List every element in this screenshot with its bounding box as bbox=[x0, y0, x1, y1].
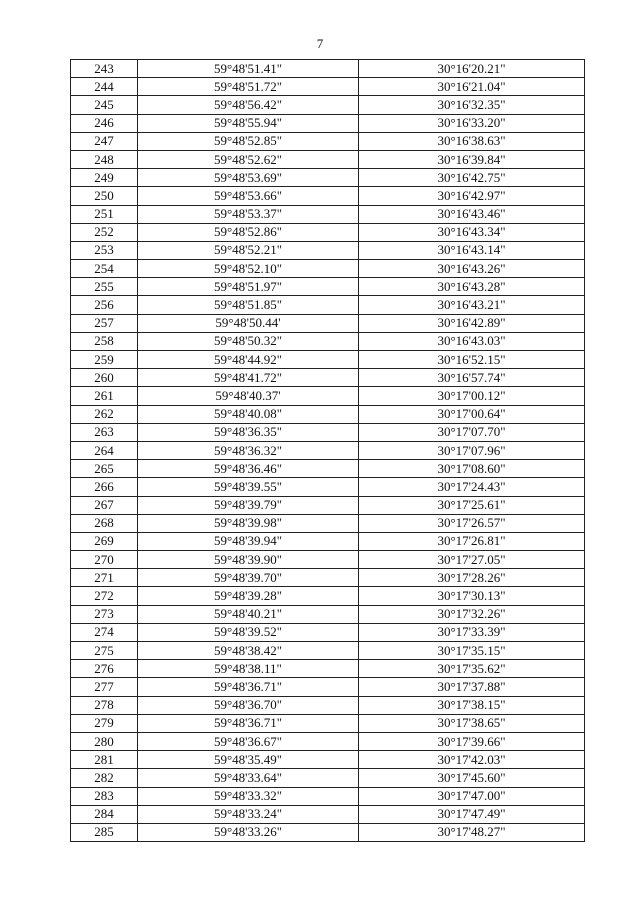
longitude-cell: 30°17'00.64" bbox=[359, 405, 585, 423]
latitude-cell: 59°48'51.72" bbox=[138, 78, 359, 96]
latitude-cell: 59°48'39.70" bbox=[138, 569, 359, 587]
latitude-cell: 59°48'53.69" bbox=[138, 169, 359, 187]
table-row bbox=[71, 441, 585, 459]
latitude-cell: 59°48'41.72" bbox=[138, 369, 359, 387]
latitude-cell: 59°48'52.86" bbox=[138, 223, 359, 241]
table-row bbox=[71, 241, 585, 259]
latitude-cell: 59°48'36.46" bbox=[138, 460, 359, 478]
point-number-cell: 285 bbox=[71, 823, 138, 841]
point-number-cell: 265 bbox=[71, 460, 138, 478]
longitude-cell: 30°16'33.20" bbox=[359, 114, 585, 132]
point-number-cell: 271 bbox=[71, 569, 138, 587]
longitude-cell: 30°17'48.27" bbox=[359, 823, 585, 841]
longitude-cell: 30°17'32.26" bbox=[359, 605, 585, 623]
table-row bbox=[71, 514, 585, 532]
latitude-cell: 59°48'36.70" bbox=[138, 696, 359, 714]
table-row bbox=[71, 678, 585, 696]
latitude-cell: 59°48'39.52" bbox=[138, 623, 359, 641]
point-number-cell: 266 bbox=[71, 478, 138, 496]
longitude-cell: 30°16'43.21" bbox=[359, 296, 585, 314]
point-number-cell: 257 bbox=[71, 314, 138, 332]
table-row bbox=[71, 96, 585, 114]
latitude-cell: 59°48'50.44' bbox=[138, 314, 359, 332]
latitude-cell: 59°48'33.24" bbox=[138, 805, 359, 823]
table-row bbox=[71, 387, 585, 405]
latitude-cell: 59°48'36.71" bbox=[138, 678, 359, 696]
latitude-cell: 59°48'52.21" bbox=[138, 241, 359, 259]
longitude-cell: 30°16'43.14" bbox=[359, 241, 585, 259]
table-row bbox=[71, 496, 585, 514]
page-number: 7 bbox=[316, 36, 324, 51]
longitude-cell: 30°16'42.89" bbox=[359, 314, 585, 332]
point-number-cell: 260 bbox=[71, 369, 138, 387]
point-number-cell: 252 bbox=[71, 223, 138, 241]
longitude-cell: 30°17'47.49" bbox=[359, 805, 585, 823]
point-number-cell: 276 bbox=[71, 660, 138, 678]
latitude-cell: 59°48'35.49" bbox=[138, 751, 359, 769]
table-row bbox=[71, 769, 585, 787]
point-number-cell: 262 bbox=[71, 405, 138, 423]
table-row bbox=[71, 478, 585, 496]
table-row bbox=[71, 150, 585, 168]
point-number-cell: 261 bbox=[71, 387, 138, 405]
table-row bbox=[71, 551, 585, 569]
point-number-cell: 272 bbox=[71, 587, 138, 605]
longitude-cell: 30°16'21.04" bbox=[359, 78, 585, 96]
longitude-cell: 30°16'39.84" bbox=[359, 150, 585, 168]
table-row bbox=[71, 296, 585, 314]
latitude-cell: 59°48'51.85" bbox=[138, 296, 359, 314]
longitude-cell: 30°16'20.21" bbox=[359, 60, 585, 78]
longitude-cell: 30°17'47.00" bbox=[359, 787, 585, 805]
longitude-cell: 30°17'28.26" bbox=[359, 569, 585, 587]
point-number-cell: 258 bbox=[71, 332, 138, 350]
longitude-cell: 30°17'45.60" bbox=[359, 769, 585, 787]
longitude-cell: 30°17'42.03" bbox=[359, 751, 585, 769]
point-number-cell: 264 bbox=[71, 441, 138, 459]
table-row bbox=[71, 314, 585, 332]
table-row bbox=[71, 532, 585, 550]
table-row bbox=[71, 223, 585, 241]
longitude-cell: 30°17'30.13" bbox=[359, 587, 585, 605]
latitude-cell: 59°48'39.79" bbox=[138, 496, 359, 514]
longitude-cell: 30°17'08.60" bbox=[359, 460, 585, 478]
latitude-cell: 59°48'50.32" bbox=[138, 332, 359, 350]
table-row bbox=[71, 278, 585, 296]
point-number-cell: 246 bbox=[71, 114, 138, 132]
point-number-cell: 248 bbox=[71, 150, 138, 168]
longitude-cell: 30°17'33.39" bbox=[359, 623, 585, 641]
table-row bbox=[71, 405, 585, 423]
longitude-cell: 30°16'43.46" bbox=[359, 205, 585, 223]
table-row bbox=[71, 805, 585, 823]
table-row bbox=[71, 787, 585, 805]
table-row bbox=[71, 642, 585, 660]
longitude-cell: 30°16'57.74" bbox=[359, 369, 585, 387]
latitude-cell: 59°48'51.41" bbox=[138, 60, 359, 78]
longitude-cell: 30°17'35.15" bbox=[359, 642, 585, 660]
longitude-cell: 30°16'43.03" bbox=[359, 332, 585, 350]
table-row bbox=[71, 369, 585, 387]
longitude-cell: 30°17'07.96" bbox=[359, 441, 585, 459]
point-number-cell: 277 bbox=[71, 678, 138, 696]
point-number-cell: 250 bbox=[71, 187, 138, 205]
point-number-cell: 244 bbox=[71, 78, 138, 96]
table-row bbox=[71, 169, 585, 187]
latitude-cell: 59°48'39.94" bbox=[138, 532, 359, 550]
latitude-cell: 59°48'38.42" bbox=[138, 642, 359, 660]
point-number-cell: 247 bbox=[71, 132, 138, 150]
longitude-cell: 30°17'24.43" bbox=[359, 478, 585, 496]
latitude-cell: 59°48'40.37' bbox=[138, 387, 359, 405]
table-row bbox=[71, 351, 585, 369]
latitude-cell: 59°48'52.10" bbox=[138, 260, 359, 278]
point-number-cell: 281 bbox=[71, 751, 138, 769]
longitude-cell: 30°17'00.12" bbox=[359, 387, 585, 405]
point-number-cell: 284 bbox=[71, 805, 138, 823]
longitude-cell: 30°16'38.63" bbox=[359, 132, 585, 150]
point-number-cell: 268 bbox=[71, 514, 138, 532]
latitude-cell: 59°48'39.98" bbox=[138, 514, 359, 532]
latitude-cell: 59°48'52.62" bbox=[138, 150, 359, 168]
table-row bbox=[71, 587, 585, 605]
latitude-cell: 59°48'36.67" bbox=[138, 732, 359, 750]
longitude-cell: 30°16'52.15" bbox=[359, 351, 585, 369]
table-row bbox=[71, 260, 585, 278]
latitude-cell: 59°48'51.97" bbox=[138, 278, 359, 296]
latitude-cell: 59°48'52.85" bbox=[138, 132, 359, 150]
point-number-cell: 256 bbox=[71, 296, 138, 314]
longitude-cell: 30°17'37.88" bbox=[359, 678, 585, 696]
point-number-cell: 283 bbox=[71, 787, 138, 805]
point-number-cell: 263 bbox=[71, 423, 138, 441]
latitude-cell: 59°48'36.35" bbox=[138, 423, 359, 441]
point-number-cell: 274 bbox=[71, 623, 138, 641]
latitude-cell: 59°48'39.55" bbox=[138, 478, 359, 496]
longitude-cell: 30°17'27.05" bbox=[359, 551, 585, 569]
coordinates-table-body bbox=[71, 60, 585, 842]
point-number-cell: 267 bbox=[71, 496, 138, 514]
table-row bbox=[71, 714, 585, 732]
longitude-cell: 30°16'43.34" bbox=[359, 223, 585, 241]
table-row bbox=[71, 205, 585, 223]
longitude-cell: 30°16'42.75" bbox=[359, 169, 585, 187]
point-number-cell: 273 bbox=[71, 605, 138, 623]
point-number-cell: 279 bbox=[71, 714, 138, 732]
table-row bbox=[71, 569, 585, 587]
table-row bbox=[71, 132, 585, 150]
latitude-cell: 59°48'36.71" bbox=[138, 714, 359, 732]
table-row bbox=[71, 187, 585, 205]
point-number-cell: 251 bbox=[71, 205, 138, 223]
longitude-cell: 30°17'25.61" bbox=[359, 496, 585, 514]
point-number-cell: 249 bbox=[71, 169, 138, 187]
longitude-cell: 30°17'38.15" bbox=[359, 696, 585, 714]
table-row bbox=[71, 696, 585, 714]
latitude-cell: 59°48'33.32" bbox=[138, 787, 359, 805]
coordinates-table bbox=[70, 59, 585, 842]
longitude-cell: 30°16'42.97" bbox=[359, 187, 585, 205]
table-row bbox=[71, 732, 585, 750]
longitude-cell: 30°17'07.70" bbox=[359, 423, 585, 441]
point-number-cell: 245 bbox=[71, 96, 138, 114]
longitude-cell: 30°17'26.81" bbox=[359, 532, 585, 550]
point-number-cell: 280 bbox=[71, 732, 138, 750]
longitude-cell: 30°17'39.66" bbox=[359, 732, 585, 750]
table-row bbox=[71, 460, 585, 478]
longitude-cell: 30°17'38.65" bbox=[359, 714, 585, 732]
table-row bbox=[71, 660, 585, 678]
point-number-cell: 269 bbox=[71, 532, 138, 550]
longitude-cell: 30°16'32.35" bbox=[359, 96, 585, 114]
latitude-cell: 59°48'33.64" bbox=[138, 769, 359, 787]
point-number-cell: 254 bbox=[71, 260, 138, 278]
table-row bbox=[71, 623, 585, 641]
latitude-cell: 59°48'40.21" bbox=[138, 605, 359, 623]
table-row bbox=[71, 60, 585, 78]
point-number-cell: 255 bbox=[71, 278, 138, 296]
longitude-cell: 30°17'26.57" bbox=[359, 514, 585, 532]
latitude-cell: 59°48'44.92" bbox=[138, 351, 359, 369]
latitude-cell: 59°48'53.37" bbox=[138, 205, 359, 223]
latitude-cell: 59°48'38.11" bbox=[138, 660, 359, 678]
table-row bbox=[71, 751, 585, 769]
latitude-cell: 59°48'39.28" bbox=[138, 587, 359, 605]
longitude-cell: 30°17'35.62" bbox=[359, 660, 585, 678]
longitude-cell: 30°16'43.26" bbox=[359, 260, 585, 278]
latitude-cell: 59°48'36.32" bbox=[138, 441, 359, 459]
point-number-cell: 275 bbox=[71, 642, 138, 660]
table-row bbox=[71, 332, 585, 350]
latitude-cell: 59°48'53.66" bbox=[138, 187, 359, 205]
point-number-cell: 243 bbox=[71, 60, 138, 78]
table-row bbox=[71, 78, 585, 96]
table-row bbox=[71, 423, 585, 441]
table-row bbox=[71, 823, 585, 841]
latitude-cell: 59°48'33.26" bbox=[138, 823, 359, 841]
latitude-cell: 59°48'39.90" bbox=[138, 551, 359, 569]
point-number-cell: 259 bbox=[71, 351, 138, 369]
latitude-cell: 59°48'55.94" bbox=[138, 114, 359, 132]
point-number-cell: 282 bbox=[71, 769, 138, 787]
latitude-cell: 59°48'40.08" bbox=[138, 405, 359, 423]
table-row bbox=[71, 605, 585, 623]
point-number-cell: 270 bbox=[71, 551, 138, 569]
table-row bbox=[71, 114, 585, 132]
point-number-cell: 278 bbox=[71, 696, 138, 714]
longitude-cell: 30°16'43.28" bbox=[359, 278, 585, 296]
point-number-cell: 253 bbox=[71, 241, 138, 259]
latitude-cell: 59°48'56.42" bbox=[138, 96, 359, 114]
